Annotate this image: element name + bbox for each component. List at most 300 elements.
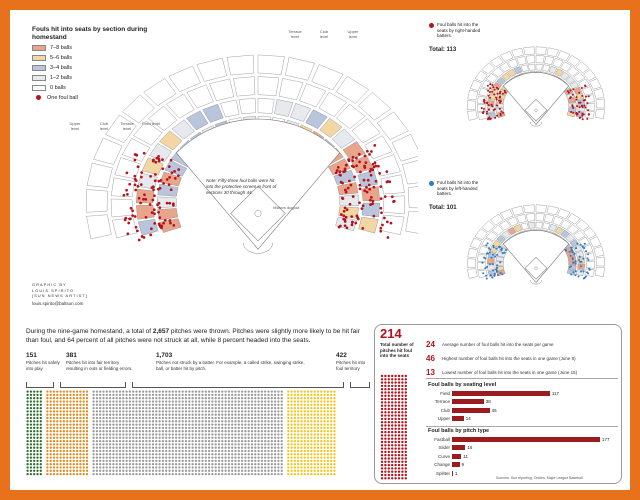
pitch-dot	[175, 473, 177, 475]
pitch-dot	[26, 397, 28, 399]
pitch-dot	[188, 394, 190, 396]
pitch-dot	[102, 450, 104, 452]
pitch-dot	[330, 407, 332, 409]
foul-ball-dot	[572, 257, 574, 259]
pitch-dot	[66, 456, 68, 458]
pitch-dot	[30, 447, 32, 449]
pitch-dot	[251, 394, 253, 396]
foul-ball-dot	[366, 191, 369, 194]
pitch-dot	[205, 407, 207, 409]
foul-dot	[381, 434, 383, 436]
pitch-dot	[116, 460, 118, 462]
pitch-dot	[224, 443, 226, 445]
pitch-dot	[53, 397, 55, 399]
pitch-dot	[129, 433, 131, 435]
pitch-dot	[271, 394, 273, 396]
pitch-dot	[139, 394, 141, 396]
seating-section	[274, 100, 292, 117]
pitch-dot	[139, 470, 141, 472]
pitch-dot	[327, 410, 329, 412]
pitch-dot	[76, 417, 78, 419]
pitch-dot	[307, 390, 309, 392]
pitch-dot	[125, 456, 127, 458]
pitch-dot	[175, 404, 177, 406]
pitch-dot	[182, 427, 184, 429]
foul-ball-dot	[505, 249, 507, 251]
pitch-dot	[53, 463, 55, 465]
foul-dot	[405, 421, 407, 423]
pitch-dot	[112, 470, 114, 472]
pitch-dot	[231, 443, 233, 445]
pitch-dot	[162, 433, 164, 435]
pitch-dot	[142, 450, 144, 452]
pitch-dot	[165, 414, 167, 416]
pitch-dot	[86, 440, 88, 442]
pitch-dot	[73, 437, 75, 439]
pitch-dot	[122, 394, 124, 396]
pitch-dot	[96, 430, 98, 432]
pitch-dot	[50, 453, 52, 455]
pitch-dot	[314, 427, 316, 429]
pitch-dot	[201, 443, 203, 445]
pitch-dot	[109, 466, 111, 468]
pitch-dot	[172, 423, 174, 425]
pitch-dot	[314, 390, 316, 392]
pitch-dot	[244, 460, 246, 462]
foul-ball-dot	[486, 102, 488, 104]
pitch-dot	[297, 417, 299, 419]
pitch-dot	[129, 440, 131, 442]
pitch-dot	[205, 466, 207, 468]
pitch-dot	[109, 390, 111, 392]
pitch-dot	[152, 423, 154, 425]
pitch-dot	[267, 427, 269, 429]
pitch-dot	[92, 394, 94, 396]
pitch-dot	[221, 400, 223, 402]
foul-ball-dot	[581, 115, 583, 117]
pitch-dot	[257, 394, 259, 396]
pitch-dot	[307, 450, 309, 452]
pitch-dot	[221, 414, 223, 416]
pitch-dot	[271, 433, 273, 435]
pitch-dot	[251, 433, 253, 435]
pitch-dot	[201, 450, 203, 452]
foul-dot	[388, 474, 390, 476]
pitch-dot	[69, 456, 71, 458]
pitch-dot	[40, 437, 42, 439]
pitch-dot	[30, 443, 32, 445]
pitch-dot	[56, 423, 58, 425]
pitch-dot	[109, 410, 111, 412]
pitch-dot	[257, 400, 259, 402]
foul-ball-dot	[565, 249, 567, 251]
pitch-dot	[330, 440, 332, 442]
foul-dot	[394, 447, 396, 449]
pitch-dot	[277, 427, 279, 429]
pitch-dot	[168, 453, 170, 455]
pitch-dot	[248, 400, 250, 402]
pitch-dot	[139, 430, 141, 432]
foul-dot	[405, 457, 407, 459]
pitch-dot	[327, 427, 329, 429]
foul-ball-dot	[495, 248, 497, 250]
foul-ball-dot	[581, 95, 583, 97]
pitch-dot	[63, 450, 65, 452]
pitch-dot	[119, 473, 121, 475]
foul-ball-dot	[576, 105, 578, 107]
pitch-dot	[274, 420, 276, 422]
pitch-dot	[99, 427, 101, 429]
pitch-dot	[198, 420, 200, 422]
foul-ball-dot	[123, 194, 126, 197]
foul-ball-dot	[339, 170, 342, 173]
pitch-dot	[69, 460, 71, 462]
pitch-dot	[323, 390, 325, 392]
pitch-dot	[40, 423, 42, 425]
pitch-dot	[287, 394, 289, 396]
pitch-dot	[188, 443, 190, 445]
foul-ball-dot	[134, 159, 137, 162]
foul-dot	[405, 428, 407, 430]
foul-dot	[405, 378, 407, 380]
pitch-dot	[231, 417, 233, 419]
pitch-dot	[310, 407, 312, 409]
pitch-dot	[330, 460, 332, 462]
foul-dot	[394, 454, 396, 456]
bar	[452, 462, 460, 467]
pitch-dot	[218, 423, 220, 425]
pitch-dot	[205, 470, 207, 472]
foul-ball-dot	[589, 269, 591, 271]
pitch-dot	[274, 410, 276, 412]
pitch-dot	[155, 427, 157, 429]
foul-dot	[401, 441, 403, 443]
club-level-label: Club level	[319, 29, 329, 39]
seating-section	[536, 64, 542, 70]
foul-ball-dot	[137, 185, 140, 188]
foul-ball-dot	[489, 83, 491, 85]
pitch-dot	[109, 417, 111, 419]
foul-dot	[401, 378, 403, 380]
pitch-dot	[172, 407, 174, 409]
pitch-dot	[172, 400, 174, 402]
pitch-dot	[106, 443, 108, 445]
foul-ball-dot	[581, 245, 583, 247]
pitch-dot	[165, 407, 167, 409]
pitch-dot	[106, 456, 108, 458]
pitch-dot	[333, 473, 335, 475]
pitch-dot	[50, 470, 52, 472]
pitch-dot	[155, 466, 157, 468]
legend-dot-row	[32, 93, 152, 102]
pitch-dot	[102, 417, 104, 419]
pitch-dot	[300, 394, 302, 396]
pitch-dot	[135, 397, 137, 399]
pitch-dot	[182, 397, 184, 399]
pitch-dot	[191, 414, 193, 416]
foul-dot	[398, 438, 400, 440]
pitch-dot	[198, 447, 200, 449]
pitch-dot	[63, 394, 65, 396]
pitch-dot	[238, 463, 240, 465]
pitch-dot	[139, 440, 141, 442]
seating-section	[500, 209, 513, 219]
pitch-dot	[205, 456, 207, 458]
foul-ball-dot	[355, 157, 358, 160]
pitch-dot	[304, 397, 306, 399]
pitch-dot	[149, 404, 151, 406]
pitch-dot	[119, 437, 121, 439]
seating-section	[233, 77, 254, 97]
pitch-dot	[195, 433, 197, 435]
pitch-dot	[244, 433, 246, 435]
pitch-dot	[264, 470, 266, 472]
pitch-dot	[264, 447, 266, 449]
pitch-dot	[119, 460, 121, 462]
pitch-dot	[182, 453, 184, 455]
pitch-dot	[162, 394, 164, 396]
pitch-dot	[73, 447, 75, 449]
pitch-dot	[106, 433, 108, 435]
pitch-dot	[228, 417, 230, 419]
pitch-dot	[310, 463, 312, 465]
foul-dot	[394, 471, 396, 473]
pitch-dot	[228, 433, 230, 435]
pitch-dot	[26, 404, 28, 406]
pitch-dot	[290, 394, 292, 396]
pitch-dot	[188, 420, 190, 422]
foul-ball-dot	[579, 261, 581, 263]
foul-ball-dot	[153, 222, 156, 225]
pitch-dot	[330, 437, 332, 439]
pitch-dot	[330, 450, 332, 452]
pitch-dot	[158, 400, 160, 402]
pitch-dot	[142, 460, 144, 462]
pitch-dot	[158, 433, 160, 435]
pitch-dot	[63, 437, 65, 439]
pitch-dot	[185, 470, 187, 472]
intro-start: During the nine-game homestand, a total of	[26, 328, 153, 335]
pitch-dot	[241, 470, 243, 472]
pitch-dot	[254, 430, 256, 432]
foul-ball-dot	[363, 179, 366, 182]
pitch-dot	[149, 447, 151, 449]
pitch-dot	[281, 390, 283, 392]
foul-dot	[405, 461, 407, 463]
pitch-dot	[211, 473, 213, 475]
pitch-dot	[281, 466, 283, 468]
foul-dot	[394, 414, 396, 416]
pitch-dot	[152, 394, 154, 396]
pitch-dot	[264, 400, 266, 402]
pitch-dot	[56, 466, 58, 468]
pitch-dot	[139, 433, 141, 435]
seating-section	[543, 65, 550, 72]
foul-ball-dot	[570, 247, 572, 249]
foul-dot	[398, 385, 400, 387]
pitch-dot	[26, 437, 28, 439]
pitch-dot	[287, 430, 289, 432]
foul-dot	[401, 447, 403, 449]
pitch-dot	[125, 450, 127, 452]
pitch-dot	[287, 470, 289, 472]
foul-dot	[391, 428, 393, 430]
foul-ball-dot	[350, 184, 353, 187]
pitch-dot	[76, 394, 78, 396]
pitch-dot	[185, 463, 187, 465]
pitch-dot	[208, 420, 210, 422]
pitch-dot	[231, 460, 233, 462]
pitch-dot	[106, 427, 108, 429]
pitch-dot	[109, 437, 111, 439]
pitch-dot	[122, 430, 124, 432]
pitch-dot	[139, 420, 141, 422]
foul-ball-dot	[585, 276, 587, 278]
pitch-dot	[261, 427, 263, 429]
bar	[452, 416, 464, 421]
pitch-dot	[188, 453, 190, 455]
pitch-dot	[66, 450, 68, 452]
pitch-dot	[251, 437, 253, 439]
pitch-dot	[211, 470, 213, 472]
pitch-dot	[112, 453, 114, 455]
pitch-dot	[317, 410, 319, 412]
pitch-dot	[96, 394, 98, 396]
pitch-dot	[327, 420, 329, 422]
pitch-dot	[290, 456, 292, 458]
stat-number: 13	[426, 368, 435, 377]
foul-ball-dot	[504, 90, 506, 92]
pitch-dot	[178, 430, 180, 432]
pitch-dot	[66, 404, 68, 406]
pitch-dot	[40, 414, 42, 416]
bar-value: 1	[454, 470, 458, 476]
foul-ball-dot	[585, 107, 587, 109]
foul-dot	[394, 438, 396, 440]
pitch-dot	[40, 456, 42, 458]
pitch-dot	[142, 427, 144, 429]
foul-ball-dot	[578, 276, 580, 278]
pitch-dot	[112, 404, 114, 406]
pitch-dot	[307, 420, 309, 422]
pitch-dot	[168, 450, 170, 452]
pitch-dot	[241, 400, 243, 402]
pitch-dot	[191, 456, 193, 458]
pitch-dot	[109, 400, 111, 402]
pitch-dot	[69, 407, 71, 409]
pitch-dot	[271, 414, 273, 416]
category-desc: Pitches not struck by a batter. For example, a called strike, swinging strike, ball, or batter hit by pitch.	[156, 360, 305, 371]
foul-ball-dot	[351, 159, 354, 162]
pitch-dot	[33, 394, 35, 396]
pitch-dot	[211, 390, 213, 392]
seating-section	[536, 213, 544, 221]
pitch-dot	[106, 440, 108, 442]
pitch-dot	[182, 463, 184, 465]
pitch-dot	[129, 443, 131, 445]
foul-dot	[384, 461, 386, 463]
pitch-dot	[99, 473, 101, 475]
foul-dot	[391, 451, 393, 453]
foul-ball-dot	[153, 212, 156, 215]
pitch-dot	[96, 470, 98, 472]
pitch-dot	[244, 443, 246, 445]
pitch-dot	[73, 414, 75, 416]
pitch-dot	[277, 447, 279, 449]
pitch-dot	[122, 460, 124, 462]
pitch-dot	[86, 410, 88, 412]
foul-dot	[388, 401, 390, 403]
pitch-dot	[290, 414, 292, 416]
seating-section	[115, 157, 141, 178]
pitch-dot	[86, 437, 88, 439]
pitch-dot	[168, 404, 170, 406]
foul-dot	[394, 467, 396, 469]
pitch-dot	[175, 410, 177, 412]
pitch-dot	[251, 473, 253, 475]
pitch-dot	[33, 456, 35, 458]
pitch-dot	[330, 433, 332, 435]
pitch-dot	[304, 414, 306, 416]
pitch-dot	[317, 443, 319, 445]
foul-dot	[388, 441, 390, 443]
seating-section	[586, 261, 594, 268]
foul-ball-dot	[582, 258, 584, 260]
pitch-dot	[79, 397, 81, 399]
foul-dot	[405, 441, 407, 443]
pitch-dot	[208, 460, 210, 462]
pitch-dot	[50, 427, 52, 429]
foul-dot	[391, 405, 393, 407]
pitch-dot	[86, 417, 88, 419]
pitch-dot	[287, 456, 289, 458]
foul-ball-dot	[173, 170, 176, 173]
bar-label: Change	[434, 462, 450, 467]
foul-ball-dot	[379, 185, 382, 188]
pitch-dot	[155, 410, 157, 412]
pitch-dot	[63, 456, 65, 458]
pitch-dot	[264, 437, 266, 439]
pitch-dot	[307, 414, 309, 416]
foul-ball-dot	[373, 186, 376, 189]
pitch-dot	[125, 400, 127, 402]
foul-ball-dot	[392, 200, 395, 203]
pitch-dot	[172, 390, 174, 392]
pitch-dot	[102, 394, 104, 396]
foul-ball-dot	[489, 91, 491, 93]
foul-ball-dot	[370, 196, 373, 199]
pitch-dot	[149, 473, 151, 475]
foul-dot	[388, 428, 390, 430]
pitch-dot	[241, 453, 243, 455]
foul-dot	[381, 467, 383, 469]
pitch-dot	[69, 453, 71, 455]
pitch-dot	[333, 440, 335, 442]
pitch-dot	[215, 417, 217, 419]
pitch-dot	[281, 427, 283, 429]
foul-dot	[388, 447, 390, 449]
pitch-dot	[224, 433, 226, 435]
pitch-dot	[218, 394, 220, 396]
pitch-dot	[271, 473, 273, 475]
foul-ball-dot	[124, 217, 127, 220]
pitch-dot	[281, 420, 283, 422]
pitch-dot	[304, 433, 306, 435]
pitch-dot	[323, 463, 325, 465]
pitch-dot	[165, 417, 167, 419]
pitch-dot	[102, 433, 104, 435]
foul-dot	[381, 411, 383, 413]
